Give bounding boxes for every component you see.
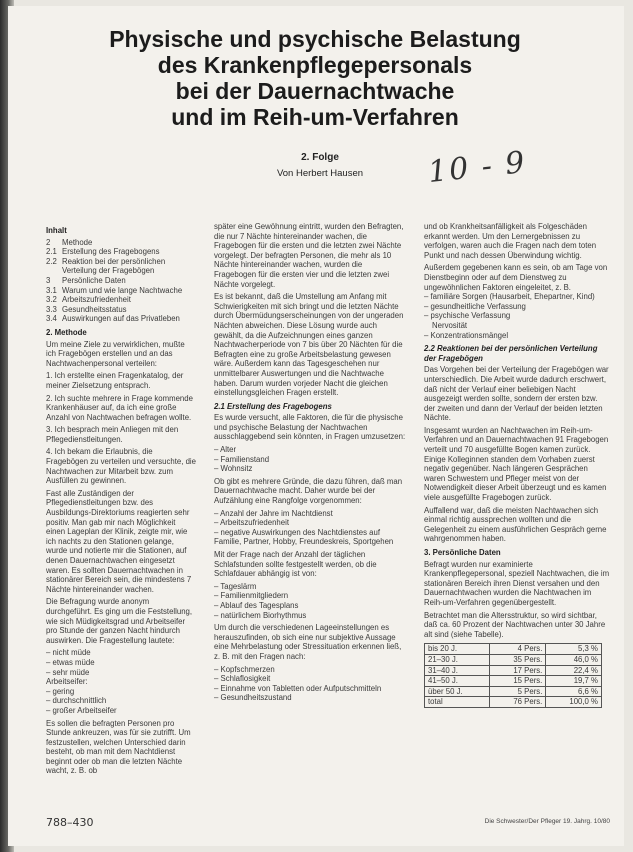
age-table xyxy=(424,643,602,708)
list-item: – gering xyxy=(46,686,75,696)
toc-item: 2.2 Reaktion bei der persönlichen Verteilung der Fragebögen xyxy=(46,256,166,276)
paragraph: 2. Ich suchte mehrere in Frage kommende Krankenhäuser auf, da ich eine große Anzahl von Nachtwachen befragen wollte. xyxy=(46,393,193,422)
table-row: total 76 Pers. 100,0 % xyxy=(425,697,602,708)
toc-item: 2 Methode xyxy=(46,237,93,247)
paragraph: 3. Ich besprach mein Anliegen mit den Pflegedienstleitungen. xyxy=(46,425,179,444)
list-item: – sehr müde xyxy=(46,667,90,677)
list-item: – psychische Verfassung xyxy=(424,311,511,321)
list-item: – nicht müde xyxy=(46,648,91,658)
article-title xyxy=(60,26,570,130)
list-item: – natürlichem Biorhythmus xyxy=(214,610,307,620)
paragraph: und ob Krankheitsanfälligkeit als Folgeschäden erkannt werden. Um den Lernergebnissen zu verfolgen, waren auch die Fragen nach dem toten Punkt und nach dessen Überwindung wichtig. xyxy=(424,222,597,260)
paragraph: Ob gibt es mehrere Gründe, die dazu führen, daß man Dauernachtwache macht. Daher wurde bei der Aufzählung eine Rangfolge vorgenommen: xyxy=(214,476,403,506)
paragraph: Betrachtet man die Altersstruktur, so wird sichtbar, daß ca. 60 Prozent der Nachtwachen unter 30 Jahre alt sind (siehe Tabelle). xyxy=(424,610,606,639)
paragraph: Es sollen die befragten Personen pro Stunde ankreuzen, was für sie zutrifft. Um festzustellen, welchen Unterschied darin besteht, ob man mit dem Nachtdienst beginnt oder ob man die letzten Nächte wacht, z. B. ob xyxy=(46,718,191,776)
list-item: – Tageslärm xyxy=(214,581,257,591)
paragraph: Das Vorgehen bei der Verteilung der Fragebögen war unterschiedlich. Die Arbeit wurde dadurch erschwert, daß nicht der Verlauf einer beliebigen Nacht ausgezeigt werden sollte, sondern der ersten bzw. der zweiten und dann der Verlauf der beiden letzten Nächte. xyxy=(424,365,609,423)
paragraph: Insgesamt wurden an Nachtwachen im Reih-um-Verfahren und an Dauernachtwachen 91 Fragebogen verteilt und 70 ausgefüllte Bogen kamen zurück. Einige Kolleginnen standen dem Vorhaben zuerst negativ gegenüber. Nach längeren Gesprächen waren Schwestern und Pfleger meist von der Notwendigkeit dieser Arbeit überzeugt und es kamen viele ausgefüllte Fragebogen zurück. xyxy=(424,425,609,503)
column-2 xyxy=(214,222,406,703)
paragraph: Mit der Frage nach der Anzahl der täglichen Schlafstunden sollte festgestellt werden, ob die Schlafdauer abhängig ist von: xyxy=(214,550,377,579)
list-item: – Wohnsitz xyxy=(214,464,253,474)
toc-item: 3.4 Auswirkungen auf das Privatleben xyxy=(46,314,180,324)
toc-item: 2.1 Erstellung des Fragebogens xyxy=(46,247,160,257)
list-item: – Kopfschmerzen xyxy=(214,664,275,674)
paragraph: Es ist bekannt, daß die Umstellung am Anfang mit Schwierigkeiten mit sich bringt und die letzten Nächte durch Übermüdungserscheinungen von der ungeraden Nächten abweichen. Diese Lösung wurde auch gewählt, da die Aufzeichnungen eines ganzen Nachtwacherperiode von 7 bis über 20 Nächten für die Befragten eine zu große Arbeitsbelastung gewesen wäre. Außerdem kann das Tagesgeschehen nur unmittelbarer Auswertungen und die Nachtwache haben. Darum wurden vorjeder Nacht die gleichen einstellungsgleichen Fragen erstellt. xyxy=(214,292,404,398)
author-line: Von Herbert Hausen xyxy=(276,168,364,179)
paragraph: 4. Ich bekam die Erlaubnis, die Fragebögen zu verteilen und versuchte, die Nachtwachen zur Mitarbeit bzw. zum Ausfüllen zu gewinnen. xyxy=(46,447,196,486)
list-item: Nervosität xyxy=(432,320,468,330)
toc-item: 3.3 Gesundheitsstatus xyxy=(46,304,127,314)
list-item: – familiäre Sorgen (Hausarbeit, Ehepartner, Kind) xyxy=(424,292,595,302)
title-line: des Krankenpflegepersonals xyxy=(157,52,473,78)
list-item: – Einnahme von Tabletten oder Aufputschmitteln xyxy=(214,683,382,693)
table-of-contents xyxy=(46,238,196,324)
section-heading-3: 3. Persönliche Daten xyxy=(424,548,501,557)
list-item: – Familienmitgliedern xyxy=(214,591,289,601)
journal-footer: Die Schwester/Der Pfleger 19. Jahrg. 10/80 xyxy=(484,818,610,825)
paragraph: 1. Ich erstellte einen Fragenkatalog, der meiner Zielsetzung entsprach. xyxy=(46,371,184,390)
list-item: – gesundheitliche Verfassung xyxy=(424,301,526,311)
paragraph: Fast alle Zuständigen der Pflegedienstleitungen bzw. des Ausbildungs-Direktoriums reagierten sehr positiv. Man gab mir nach Möglichkeit einen Lageplan der Klinik, zeigte mir, wie ich nachts zu den Stationen gelange, wurde und notierte mir die Stationen, auf denen Dauernachtwachen eingesetzt waren. Es sollten Dauernachtwachen in stationärer Bereich sein, die mindestens 7 Nächte hintereinander wachen. xyxy=(46,488,192,594)
series-part: 2. Folge xyxy=(301,152,339,163)
paragraph: Um durch die verschiedenen Lageeinstellungen es herauszufinden, ob sich eine nur subjektive Aussage eine Mehrbelastung oder Stressituation erkennen ließ, z. B. mit den Fragen nach: xyxy=(214,623,402,661)
section-heading-methode: 2. Methode xyxy=(46,327,87,337)
table-row: 21–30 J. 35 Pers. 46,0 % xyxy=(425,654,602,665)
list-item: – Schlaflosigkeit xyxy=(214,674,271,684)
paragraph: Um meine Ziele zu verwirklichen, mußte ich Fragebögen erstellen und an das Nachtwachenpersonal verteilen: xyxy=(46,339,185,368)
title-line: Physische und psychische Belastung xyxy=(109,26,521,52)
list-item: – Arbeitszufriedenheit xyxy=(214,518,289,528)
table-row: 41–50 J. 15 Pers. 19,7 % xyxy=(425,676,602,687)
paragraph: Außerdem gegebenen kann es sein, ob am Tage von Dienstbeginn oder auf dem Dienstweg zu ungewöhnlichen Faktoren eingeleitet, z. B. xyxy=(424,263,608,292)
list-item: – etwas müde xyxy=(46,657,95,667)
page-number-handwritten: 788–430 xyxy=(46,816,94,829)
contents-heading: Inhalt xyxy=(46,226,67,235)
paragraph: Die Befragung wurde anonym durchgeführt. Es ging um die Feststellung, wie sich Müdigkeitsgrad und Arbeitseifer pro Stunde der ganzen Nacht hindurch auswirken. Die Fragestellung lautete: xyxy=(46,597,193,645)
title-line: und im Reih-um-Verfahren xyxy=(171,104,459,130)
list-item: – Konzentrationsmängel xyxy=(424,330,509,340)
table-row: über 50 J. 5 Pers. 6,6 % xyxy=(425,686,602,697)
list-item: – großer Arbeitseifer xyxy=(46,705,117,715)
list-item: – durchschnittlich xyxy=(46,696,107,706)
handwritten-note: 10 - 9 xyxy=(426,144,529,191)
section-heading-2-2: 2.2 Reaktionen bei der persönlichen Verteilung der Fragebögen xyxy=(424,344,598,363)
paragraph: Es wurde versucht, alle Faktoren, die für die physische und psychische Belastung der Nachtwachen ausschlaggebend sein könnten, in Fragen umzusetzen: xyxy=(214,413,406,442)
paragraph: später eine Gewöhnung eintritt, wurden den Befragten, die nur 7 Nächte hintereinander wachen, die Fragebogen für die ersten und die letzten zwei Nächte vorgelegt. Der befragten Personen, die mehr als 10 Nächte hintereinander wachen, wurden die Fragebogen für die ersten vier und die letzten zwei Nächte vorgelegt. xyxy=(214,222,404,289)
column-1 xyxy=(46,222,196,779)
section-heading-2-1: 2.1 Erstellung des Fragebogens xyxy=(214,401,332,411)
list-item: – Anzahl der Jahre im Nachtdienst xyxy=(214,508,333,518)
toc-item: 3.1 Warum und wie lange Nachtwache xyxy=(46,285,183,295)
table-row: bis 20 J. 4 Pers. 5,3 % xyxy=(425,644,602,655)
title-line: bei der Dauernachtwache xyxy=(175,78,455,104)
column-3 xyxy=(424,222,610,708)
toc-item: 3 Persönliche Daten xyxy=(46,275,126,285)
table-row: 31–40 J. 17 Pers. 22,4 % xyxy=(425,665,602,676)
list-item: – negative Auswirkungen des Nachtdienstes auf Familie, Partner, Hobby, Freundeskreis, Sportgehen xyxy=(214,527,394,547)
list-item: – Familienstand xyxy=(214,454,270,464)
list-item: – Gesundheitszustand xyxy=(214,693,292,703)
toc-item: 3.2 Arbeitszufriedenheit xyxy=(46,295,131,305)
paragraph: Auffallend war, daß die meisten Nachtwachen sich einmal richtig aussprechen wollten und die Gelegenheit zu einem ausführlichen Gespräch gerne wahrgenommen haben. xyxy=(424,505,607,544)
list-item: – Alter xyxy=(214,445,237,455)
list-item: – Ablauf des Tagesplans xyxy=(214,600,299,610)
paragraph: Befragt wurden nur examinierte Krankenpflegepersonal, speziell Nachtwachen, die im stationären Bereich ihren Dienst versahen und den Dauernachtwachen wurden die Nachtwachen im Reih-um-Verfahren gegenübergestellt. xyxy=(424,559,610,607)
list-label: Arbeitseifer: xyxy=(46,677,88,687)
